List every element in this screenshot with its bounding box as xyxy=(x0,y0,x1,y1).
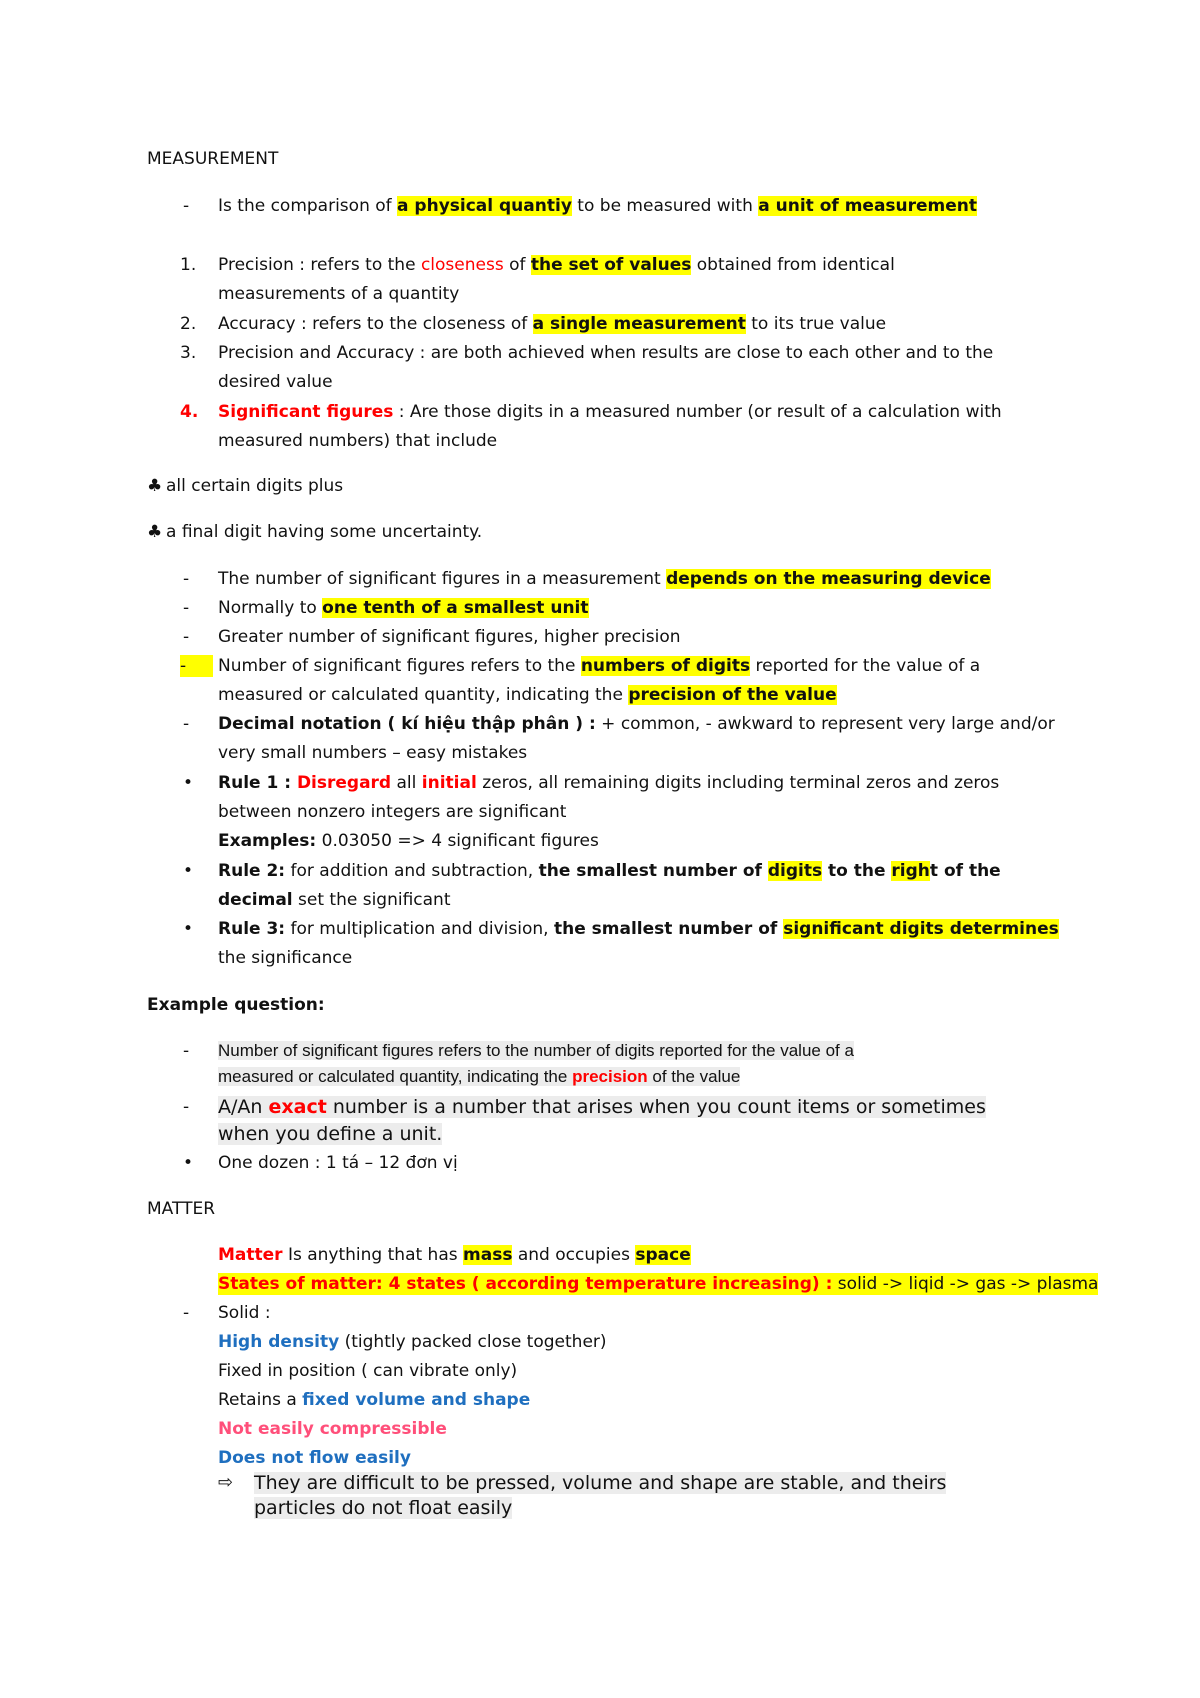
highlight-text: mass xyxy=(463,1245,513,1265)
dash-marker: - xyxy=(183,569,190,589)
text: Normally to xyxy=(218,598,323,618)
bullet-icon: • xyxy=(183,919,194,939)
text: Number of significant figures refers to the number of digits reported for the value of a xyxy=(218,1041,854,1060)
text: for addition and subtraction, xyxy=(285,861,539,881)
highlight-text: space xyxy=(635,1245,691,1265)
bullet-icon: • xyxy=(183,773,194,793)
list-item-continuation: measurements of a quantity xyxy=(218,284,460,304)
solid-property: Does not flow easily xyxy=(218,1448,411,1468)
highlight-text: a unit of measurement xyxy=(758,196,978,216)
blue-text: fixed volume and shape xyxy=(302,1390,531,1410)
red-text: Matter xyxy=(218,1245,283,1265)
measurement-definition xyxy=(218,195,977,217)
text: zeros, all remaining digits including terminal zeros and zeros xyxy=(476,773,1000,793)
text: Number of significant figures refers to the xyxy=(218,656,581,676)
list-item-precision xyxy=(218,254,895,276)
text: when you define a unit. xyxy=(218,1123,443,1145)
highlight-text: righ xyxy=(891,861,930,881)
highlight-text: digits xyxy=(767,861,823,881)
rule-example xyxy=(218,830,599,852)
text: Is the comparison of xyxy=(218,196,398,216)
rule-continuation: the significance xyxy=(218,948,353,968)
text: reported for the value of a xyxy=(750,656,981,676)
matter-definition xyxy=(218,1244,691,1266)
matter-heading: MATTER xyxy=(147,1199,215,1219)
text: of xyxy=(503,255,531,275)
text: set the significant xyxy=(292,890,451,910)
solid-heading: Solid : xyxy=(218,1303,271,1323)
bold-text: Decimal notation ( kí hiệu thập phân ) : xyxy=(218,714,596,734)
red-text: initial xyxy=(421,773,477,793)
example-heading: Example question: xyxy=(147,995,325,1015)
text: measured or calculated quantity, indicating the xyxy=(218,1067,573,1086)
text: to its true value xyxy=(745,314,887,334)
red-text: precision xyxy=(572,1067,648,1086)
highlight-text: numbers of digits xyxy=(580,656,751,676)
club-icon: ♣ xyxy=(147,476,163,496)
dash-marker: - xyxy=(180,655,213,677)
list-item-precision-accuracy: Precision and Accuracy : are both achieved when results are close to each other and to the xyxy=(218,343,994,363)
dash-marker: - xyxy=(183,1097,190,1117)
text: measured or calculated quantity, indicating the xyxy=(218,685,629,705)
highlight-text: precision of the value xyxy=(628,685,837,705)
example-item-1-continuation xyxy=(218,1066,740,1088)
rule-continuation xyxy=(218,889,451,911)
example-item-1 xyxy=(218,1040,854,1062)
highlight-text: a physical quantiy xyxy=(397,196,572,216)
dash-marker: - xyxy=(183,196,190,216)
rule-2 xyxy=(218,860,1001,882)
dash-item xyxy=(218,655,980,677)
example-item-2 xyxy=(218,1096,986,1118)
dash-item xyxy=(218,713,1055,735)
text: and occupies xyxy=(512,1245,636,1265)
text: for multiplication and division, xyxy=(285,919,554,939)
states-of-matter xyxy=(218,1273,1098,1295)
text: The number of significant figures in a measurement xyxy=(218,569,667,589)
bold-text: Examples: xyxy=(218,831,317,851)
text: + common, - awkward to represent very large and/or xyxy=(595,714,1055,734)
text: : Are those digits in a measured number (or result of a calculation with xyxy=(393,402,1002,422)
club-item: all certain digits plus xyxy=(166,476,344,496)
solid-property xyxy=(218,1331,607,1353)
text: They are difficult to be pressed, volume and shape are stable, and theirs xyxy=(254,1472,947,1494)
red-text: Significant figures xyxy=(218,402,394,422)
bullet-icon: • xyxy=(183,1153,194,1173)
highlight-text: significant digits determines xyxy=(783,919,1059,939)
text: Retains a xyxy=(218,1390,303,1410)
bold-text: to the xyxy=(822,861,892,881)
bold-text: the smallest number of xyxy=(553,919,784,939)
text: Precision : refers to the xyxy=(218,255,421,275)
red-text: States of matter: 4 states ( according temperature increasing) : xyxy=(218,1274,833,1294)
dash-item xyxy=(218,597,589,619)
dash-marker: - xyxy=(183,627,190,647)
list-item-continuation: desired value xyxy=(218,372,333,392)
list-number: 1. xyxy=(180,255,197,275)
club-icon: ♣ xyxy=(147,522,163,542)
red-text: exact xyxy=(268,1096,327,1118)
example-item-2-continuation xyxy=(218,1123,442,1145)
text: to be measured with xyxy=(571,196,759,216)
text: A/An xyxy=(218,1096,269,1118)
bold-text: decimal xyxy=(218,890,293,910)
solid-property: Not easily compressible xyxy=(218,1419,447,1439)
text: number is a number that arises when you count items or sometimes xyxy=(326,1096,986,1118)
highlight-text: depends on the measuring device xyxy=(666,569,991,589)
bullet-icon: • xyxy=(183,861,194,881)
list-item-continuation: measured numbers) that include xyxy=(218,431,498,451)
highlight-text: the set of values xyxy=(530,255,692,275)
dash-marker: - xyxy=(183,714,190,734)
solid-summary-continuation xyxy=(254,1497,512,1519)
club-item: a final digit having some uncertainty. xyxy=(166,522,483,542)
list-item-accuracy xyxy=(218,313,886,335)
measurement-heading: MEASUREMENT xyxy=(147,149,279,169)
bold-text: Rule 2: xyxy=(218,861,286,881)
dash-marker: - xyxy=(183,1041,190,1061)
text: of the value xyxy=(647,1067,741,1086)
red-text: closeness xyxy=(420,255,504,275)
bold-text: the smallest number of xyxy=(538,861,768,881)
text: (tightly packed close together) xyxy=(339,1332,607,1352)
highlight-text: one tenth of a smallest unit xyxy=(322,598,589,618)
example-item-3: One dozen : 1 tá – 12 đơn vị xyxy=(218,1153,458,1173)
text: obtained from identical xyxy=(691,255,895,275)
text: particles do not float easily xyxy=(254,1497,513,1519)
solid-property xyxy=(218,1389,530,1411)
dash-item-continuation: very small numbers – easy mistakes xyxy=(218,743,528,763)
dash-marker: - xyxy=(183,1303,190,1323)
list-number: 2. xyxy=(180,314,197,334)
dash-marker: - xyxy=(183,598,190,618)
dash-item-continuation xyxy=(218,684,837,706)
text: solid -> liqid -> gas -> plasma xyxy=(832,1274,1099,1294)
text: all xyxy=(391,773,422,793)
text: Accuracy : refers to the closeness of xyxy=(218,314,533,334)
blue-text: High density xyxy=(218,1332,340,1352)
dash-item: Greater number of significant figures, higher precision xyxy=(218,627,681,647)
red-text: Disregard xyxy=(296,773,392,793)
bold-text: Rule 1 : xyxy=(218,773,297,793)
solid-summary xyxy=(254,1472,946,1494)
list-item-significant-figures xyxy=(218,401,1002,423)
text: 0.03050 => 4 significant figures xyxy=(316,831,599,851)
solid-property: Fixed in position ( can vibrate only) xyxy=(218,1361,518,1381)
dash-item xyxy=(218,568,991,590)
highlight-text: a single measurement xyxy=(532,314,746,334)
bold-text: Rule 3: xyxy=(218,919,286,939)
list-number: 3. xyxy=(180,343,197,363)
list-number: 4. xyxy=(180,402,199,422)
arrow-icon: ⇨ xyxy=(218,1472,234,1493)
bold-text: t of the xyxy=(929,861,1001,881)
rule-3 xyxy=(218,918,1059,940)
text: Is anything that has xyxy=(282,1245,464,1265)
rule-1 xyxy=(218,772,999,794)
rule-continuation: between nonzero integers are significant xyxy=(218,802,567,822)
